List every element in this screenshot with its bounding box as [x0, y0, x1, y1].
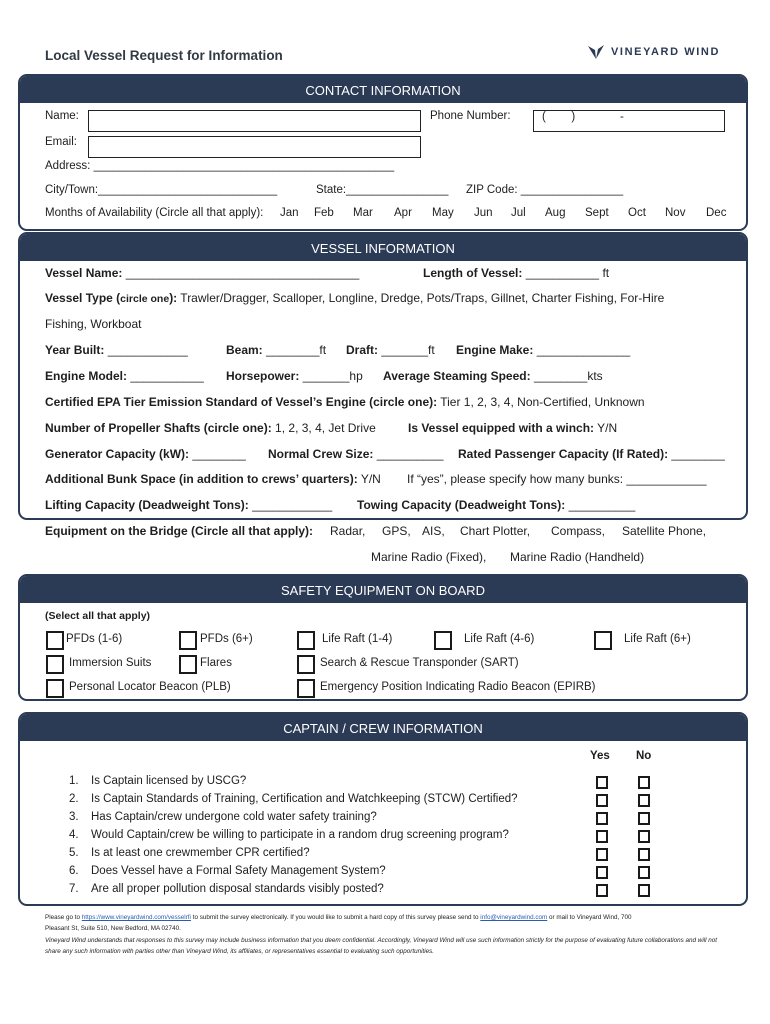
footer-submit-note: Please go to https://www.vineyardwind.com/vesselrfi to submit the survey electronically. If you would like to submit a hard copy of this survey please send to info@vineyardwind.com or mail to Vineyard Wind, 700	[45, 914, 632, 921]
safety-heading: SAFETY EQUIPMENT ON BOARD	[20, 576, 746, 603]
state-field[interactable]: State:________________	[316, 184, 449, 196]
winch-field[interactable]: Is Vessel equipped with a winch: Y/N	[408, 421, 618, 435]
epirb-label: Emergency Position Indicating Radio Beacon (EPIRB)	[320, 681, 596, 693]
yes-checkbox[interactable]	[596, 812, 608, 825]
captain-section	[18, 712, 748, 906]
plb-checkbox[interactable]	[46, 679, 64, 698]
no-checkbox[interactable]	[638, 812, 650, 825]
yes-checkbox[interactable]	[596, 776, 608, 789]
month-option[interactable]: Jun	[474, 207, 493, 219]
question-number: 5.	[69, 847, 79, 859]
engine-model-field[interactable]: Engine Model: ___________	[45, 369, 204, 383]
no-checkbox[interactable]	[638, 884, 650, 897]
life-raft-6plus-checkbox[interactable]	[594, 631, 612, 650]
city-field[interactable]: City/Town:____________________________	[45, 184, 278, 196]
pfd-1-6-label: PFDs (1-6)	[66, 633, 123, 645]
question-text: Would Captain/crew be willing to participate in a random drug screening program?	[91, 829, 509, 841]
month-option[interactable]: Mar	[353, 207, 373, 219]
bunk-count-field[interactable]: If “yes”, please specify how many bunks: ____________	[407, 472, 707, 486]
pfd-1-6-checkbox[interactable]	[46, 631, 64, 650]
question-text: Is Captain Standards of Training, Certification and Watchkeeping (STCW) Certified?	[91, 793, 518, 805]
months-label: Months of Availability (Circle all that apply):	[45, 207, 264, 219]
bridge-option-compass[interactable]: Compass,	[551, 524, 606, 538]
life-raft-4-6-checkbox[interactable]	[434, 631, 452, 650]
yes-column-header: Yes	[590, 750, 610, 762]
month-option[interactable]: Aug	[545, 207, 566, 219]
page-title: Local Vessel Request for Information	[45, 48, 283, 63]
email-link[interactable]: info@vineyardwind.com	[480, 914, 548, 921]
life-raft-1-4-checkbox[interactable]	[297, 631, 315, 650]
no-column-header: No	[636, 750, 652, 762]
life-raft-6plus-label: Life Raft (6+)	[624, 633, 691, 645]
zip-field[interactable]: ZIP Code: ________________	[466, 184, 624, 196]
captain-heading: CAPTAIN / CREW INFORMATION	[20, 714, 746, 741]
sart-label: Search & Rescue Transponder (SART)	[320, 657, 519, 669]
month-option[interactable]: May	[432, 207, 454, 219]
bridge-option-radar[interactable]: Radar,	[330, 524, 366, 538]
vessel-length-field[interactable]: Length of Vessel: ___________ ft	[423, 266, 610, 280]
survey-link[interactable]: https://www.vineyardwind.com/vesselrfi	[81, 914, 191, 921]
vessel-name-field[interactable]: Vessel Name: ___________________________________	[45, 266, 360, 280]
pfd-6plus-label: PFDs (6+)	[200, 633, 253, 645]
month-option[interactable]: Sept	[585, 207, 609, 219]
epa-tier-field[interactable]: Certified EPA Tier Emission Standard of Vessel’s Engine (circle one): Tier 1, 2, 3, 4, Non-Certified, Unknown	[45, 395, 645, 409]
pfd-6plus-checkbox[interactable]	[179, 631, 197, 650]
question-text: Is at least one crewmember CPR certified?	[91, 847, 310, 859]
generator-field[interactable]: Generator Capacity (kW): ________	[45, 447, 246, 461]
question-number: 1.	[69, 775, 79, 787]
yes-checkbox[interactable]	[596, 884, 608, 897]
engine-make-field[interactable]: Engine Make: ______________	[456, 343, 631, 357]
question-number: 4.	[69, 829, 79, 841]
question-text: Has Captain/crew undergone cold water safety training?	[91, 811, 377, 823]
name-label: Name:	[45, 110, 79, 122]
month-option[interactable]: Oct	[628, 207, 646, 219]
contact-section	[18, 74, 748, 231]
yes-checkbox[interactable]	[596, 830, 608, 843]
bridge-option-chart-plotter[interactable]: Chart Plotter,	[460, 524, 531, 538]
month-option[interactable]: Jan	[280, 207, 299, 219]
sart-checkbox[interactable]	[297, 655, 315, 674]
footer-address: Pleasant St, Suite 510, New Bedford, MA 02740.	[45, 925, 181, 933]
bridge-option-satellite-phone[interactable]: Satellite Phone,	[622, 524, 707, 538]
question-number: 7.	[69, 883, 79, 895]
flares-label: Flares	[200, 657, 232, 669]
passenger-capacity-field[interactable]: Rated Passenger Capacity (If Rated): ________	[458, 447, 725, 461]
bridge-option-marine-radio-fixed[interactable]: Marine Radio (Fixed),	[371, 550, 487, 564]
life-raft-4-6-label: Life Raft (4-6)	[464, 633, 535, 645]
vessel-type-options-cont[interactable]: Fishing, Workboat	[45, 317, 142, 331]
question-number: 6.	[69, 865, 79, 877]
select-all-note: (Select all that apply)	[45, 610, 151, 622]
no-checkbox[interactable]	[638, 848, 650, 861]
year-built-field[interactable]: Year Built: ____________	[45, 343, 188, 357]
no-checkbox[interactable]	[638, 794, 650, 807]
address-field[interactable]: Address: _______________________________________________	[45, 160, 395, 172]
vessel-heading: VESSEL INFORMATION	[20, 234, 746, 261]
name-input[interactable]	[88, 110, 421, 132]
phone-format: ( ) -	[542, 111, 624, 123]
lifting-capacity-field[interactable]: Lifting Capacity (Deadweight Tons): ____________	[45, 498, 333, 512]
immersion-suits-label: Immersion Suits	[69, 657, 152, 669]
email-label: Email:	[45, 136, 77, 148]
footer-disclaimer: Vineyard Wind understands that responses to this survey may include business information that you deem confidential. Accordingly, Vineyard Wind will use such information strictly for the purpose of evaluating future collaborations and will not share any such information with parties other than Vineyard Wind, its affiliates, or representatives essential to evaluating such opportunities.	[45, 936, 718, 955]
vessel-section	[18, 232, 748, 520]
email-input[interactable]	[88, 136, 421, 158]
life-raft-1-4-label: Life Raft (1-4)	[322, 633, 393, 645]
month-option[interactable]: Dec	[706, 207, 727, 219]
no-checkbox[interactable]	[638, 866, 650, 879]
bunk-space-field[interactable]: Additional Bunk Space (in addition to crews’ quarters): Y/N	[45, 472, 381, 486]
plb-label: Personal Locator Beacon (PLB)	[69, 681, 231, 693]
beam-field[interactable]: Beam: ________ft	[226, 343, 327, 357]
flares-checkbox[interactable]	[179, 655, 197, 674]
month-option[interactable]: Nov	[665, 207, 686, 219]
footer	[45, 912, 725, 957]
question-number: 2.	[69, 793, 79, 805]
no-checkbox[interactable]	[638, 830, 650, 843]
yes-checkbox[interactable]	[596, 848, 608, 861]
bridge-option-ais[interactable]: AIS,	[422, 524, 445, 538]
towing-capacity-field[interactable]: Towing Capacity (Deadweight Tons): __________	[357, 498, 636, 512]
vessel-type-field[interactable]: Vessel Type (circle one): Trawler/Dragger, Scalloper, Longline, Dredge, Pots/Traps, Gillnet, Charter Fishing, For-Hire	[45, 291, 665, 305]
bridge-option-gps[interactable]: GPS,	[382, 524, 411, 538]
yes-checkbox[interactable]	[596, 794, 608, 807]
logo-text: VINEYARD WIND	[611, 46, 721, 58]
epirb-checkbox[interactable]	[297, 679, 315, 698]
immersion-suits-checkbox[interactable]	[46, 655, 64, 674]
phone-input[interactable]	[533, 110, 725, 132]
question-text: Does Vessel have a Formal Safety Management System?	[91, 865, 386, 877]
phone-label: Phone Number:	[430, 110, 511, 122]
month-option[interactable]: Apr	[394, 207, 412, 219]
no-checkbox[interactable]	[638, 776, 650, 789]
propeller-shafts-field[interactable]: Number of Propeller Shafts (circle one): 1, 2, 3, 4, Jet Drive	[45, 421, 376, 435]
yes-checkbox[interactable]	[596, 866, 608, 879]
question-number: 3.	[69, 811, 79, 823]
bridge-option-marine-radio-handheld[interactable]: Marine Radio (Handheld)	[510, 550, 645, 564]
steaming-speed-field[interactable]: Average Steaming Speed: ________kts	[383, 369, 603, 383]
safety-section	[18, 574, 748, 701]
question-text: Are all proper pollution disposal standards visibly posted?	[91, 883, 384, 895]
month-option[interactable]: Feb	[314, 207, 334, 219]
draft-field[interactable]: Draft: _______ft	[346, 343, 435, 357]
bridge-equipment-label: Equipment on the Bridge (Circle all that apply):	[45, 524, 314, 538]
month-option[interactable]: Jul	[511, 207, 526, 219]
crew-size-field[interactable]: Normal Crew Size: __________	[268, 447, 444, 461]
question-text: Is Captain licensed by USCG?	[91, 775, 247, 787]
contact-heading: CONTACT INFORMATION	[20, 76, 746, 103]
horsepower-field[interactable]: Horsepower: _______hp	[226, 369, 363, 383]
vineyard-wind-logo	[587, 44, 720, 60]
vineyard-wind-logo-icon	[587, 44, 605, 60]
